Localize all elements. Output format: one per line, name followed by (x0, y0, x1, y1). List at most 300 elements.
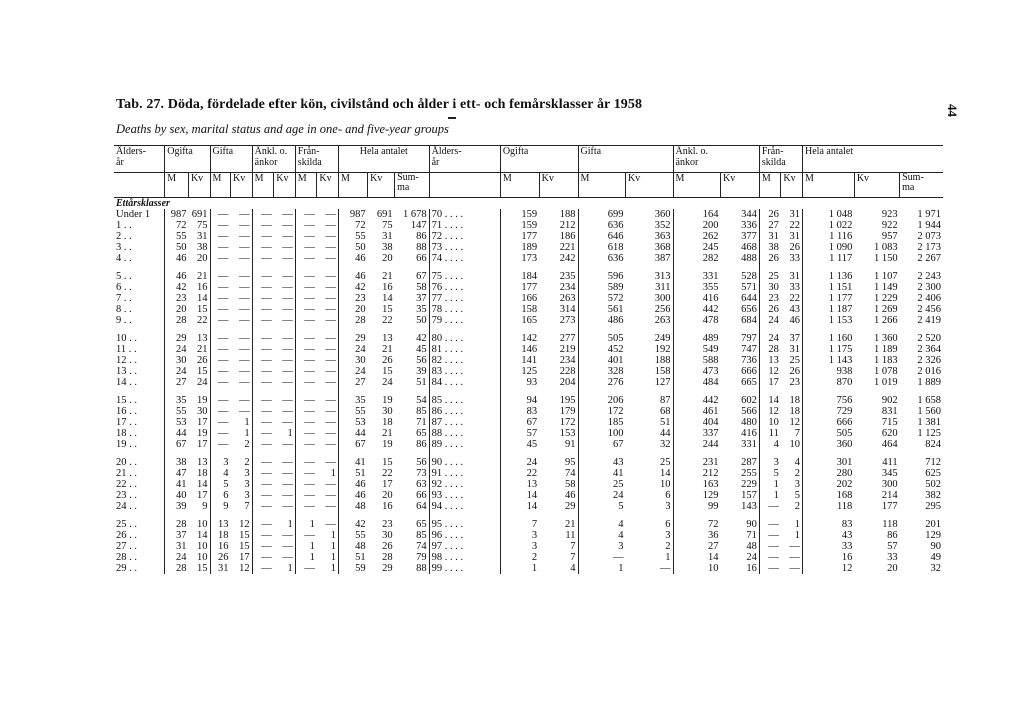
age-cell: 11 . . (116, 344, 137, 355)
value-cell: 26 (197, 355, 208, 366)
sub-kv: Kv (539, 173, 578, 198)
value-cell: 263 (559, 293, 576, 304)
value-cell: 14 (660, 468, 671, 479)
value-cell: — (295, 293, 317, 304)
value-cell: 987 (165, 209, 189, 220)
sub-m: M (338, 173, 367, 198)
value-cell: 22 (789, 220, 801, 231)
value-cell: 1 944 (917, 220, 941, 231)
value-cell: — (210, 242, 231, 253)
age-cell: 98 . . . . (429, 552, 500, 563)
value-cell: 2 (244, 439, 250, 450)
value-cell: 3 (500, 541, 539, 552)
age-cell: 24 . . (116, 501, 137, 512)
value-cell: 27 (673, 541, 720, 552)
value-cell: 17 (197, 439, 208, 450)
age-cell: 99 . . . . (429, 563, 500, 574)
value-cell: 10 (660, 479, 671, 490)
value-cell: — (325, 293, 336, 304)
value-cell: 141 (500, 355, 539, 366)
value-cell: 37 (789, 333, 801, 344)
value-cell: — (239, 231, 250, 242)
value-cell: — (295, 344, 317, 355)
value-cell: 3 (244, 490, 250, 501)
value-cell: 1 048 (803, 209, 855, 220)
age-cell: 89 . . . . (429, 439, 500, 450)
value-cell: 14 (197, 479, 208, 490)
value-cell: — (210, 209, 231, 220)
value-cell: 66 (416, 253, 427, 264)
value-cell: 712 (925, 457, 941, 468)
value-cell: 157 (741, 490, 757, 501)
value-cell: 24 (338, 366, 367, 377)
value-cell: — (210, 282, 231, 293)
age-cell: 25 . . (116, 519, 137, 530)
value-cell: 95 (565, 457, 576, 468)
value-cell: — (252, 253, 274, 264)
value-cell: — (325, 231, 336, 242)
value-cell: — (210, 417, 231, 428)
value-cell: 5 (759, 468, 781, 479)
value-cell: 33 (803, 541, 855, 552)
value-cell: 20 (382, 253, 393, 264)
value-cell: 125 (500, 366, 539, 377)
value-cell: — (252, 344, 274, 355)
value-cell: 118 (803, 501, 855, 512)
value-cell: 1 019 (874, 377, 898, 388)
value-cell: — (239, 253, 250, 264)
table-row (114, 315, 943, 326)
value-cell: 14 (500, 501, 539, 512)
age-cell: 9 . . (116, 315, 132, 326)
age-cell: 3 . . (116, 242, 132, 253)
value-cell: 43 (578, 450, 625, 468)
value-cell: — (295, 377, 317, 388)
value-cell: 43 (803, 530, 855, 541)
value-cell: — (210, 366, 231, 377)
value-cell: 7 (794, 428, 801, 439)
value-cell: 168 (803, 490, 855, 501)
table-subtitle: Deaths by sex, marital status and age in one- and five-year groups (116, 122, 449, 136)
value-cell: 2 406 (917, 293, 941, 304)
value-cell: 2 300 (917, 282, 941, 293)
value-cell: 22 (197, 315, 208, 326)
table-row (114, 388, 943, 406)
value-cell: — (282, 501, 293, 512)
value-cell: — (252, 541, 274, 552)
value-cell: 30 (165, 355, 189, 366)
value-cell: — (252, 490, 274, 501)
value-cell: 25 (660, 457, 671, 468)
age-cell: 6 . . (116, 282, 132, 293)
value-cell: — (325, 242, 336, 253)
value-cell: 1 125 (917, 428, 941, 439)
value-cell: 46 (338, 490, 367, 501)
age-cell: 92 . . . . (429, 479, 500, 490)
value-cell: 5 (578, 501, 625, 512)
value-cell: — (252, 366, 274, 377)
value-cell: 51 (338, 468, 367, 479)
value-cell: 88 (416, 563, 427, 574)
value-cell: 15 (197, 366, 208, 377)
age-cell: 84 . . . . (429, 377, 500, 388)
value-cell: 42 (338, 512, 367, 530)
value-cell: 461 (673, 406, 720, 417)
value-cell: 219 (559, 344, 576, 355)
header-ogifta-right: Ogifta (500, 146, 578, 173)
value-cell: 2 173 (917, 242, 941, 253)
value-cell: 345 (881, 468, 898, 479)
value-cell: — (252, 293, 274, 304)
value-cell: — (295, 406, 317, 417)
value-cell: — (210, 253, 231, 264)
header-fran-right: Från- skilda (759, 146, 802, 173)
value-cell: — (759, 552, 781, 563)
value-cell: 337 (673, 428, 720, 439)
value-cell: 665 (741, 377, 757, 388)
value-cell: 244 (673, 439, 720, 450)
value-cell: 90 (746, 519, 757, 530)
value-cell: 28 (165, 563, 189, 574)
value-cell: — (325, 366, 336, 377)
value-cell: 1 (295, 512, 317, 530)
value-cell: 797 (741, 333, 757, 344)
value-cell: 33 (789, 253, 801, 264)
age-cell: 81 . . . . (429, 344, 500, 355)
value-cell: — (210, 439, 231, 450)
value-cell: — (252, 315, 274, 326)
value-cell: 10 (673, 563, 720, 574)
age-cell: 21 . . (116, 468, 137, 479)
value-cell: 43 (789, 304, 801, 315)
value-cell: 14 (197, 293, 208, 304)
table-row (114, 406, 943, 417)
value-cell: 1 360 (874, 333, 898, 344)
value-cell: 41 (165, 479, 189, 490)
value-cell: 1 (794, 519, 801, 530)
age-cell: 14 . . (116, 377, 137, 388)
table-row (114, 366, 943, 377)
value-cell: 20 (887, 563, 898, 574)
table-row (114, 209, 943, 220)
value-cell: 39 (416, 366, 427, 377)
value-cell: 484 (673, 377, 720, 388)
value-cell: — (325, 220, 336, 231)
value-cell: 620 (881, 428, 898, 439)
value-cell: 1 022 (803, 220, 855, 231)
value-cell: 644 (741, 293, 757, 304)
value-cell: 561 (578, 304, 625, 315)
value-cell: 27 (759, 220, 781, 231)
age-cell: 74 . . . . (429, 253, 500, 264)
value-cell: 42 (338, 282, 367, 293)
value-cell: 23 (382, 519, 393, 530)
value-cell: 67 (338, 439, 367, 450)
value-cell: — (295, 366, 317, 377)
value-cell: — (239, 293, 250, 304)
value-cell: 86 (887, 530, 898, 541)
value-cell: — (252, 468, 274, 479)
value-cell: 280 (803, 468, 855, 479)
value-cell: 25 (759, 264, 781, 282)
value-cell: 19 (382, 439, 393, 450)
value-cell: 188 (654, 355, 671, 366)
sub-m: M (210, 173, 231, 198)
value-cell: 656 (741, 304, 757, 315)
value-cell: 86 (416, 231, 427, 242)
value-cell: 55 (338, 231, 367, 242)
value-cell: 295 (925, 501, 941, 512)
value-cell: 16 (746, 563, 757, 574)
value-cell: — (252, 479, 274, 490)
value-cell: 88 (416, 242, 427, 253)
value-cell: 37 (416, 293, 427, 304)
value-cell: — (252, 563, 274, 574)
value-cell: — (295, 326, 317, 344)
value-cell: — (325, 355, 336, 366)
value-cell: 26 (759, 209, 781, 220)
value-cell: 1 971 (917, 209, 941, 220)
table-row (114, 468, 943, 479)
age-cell: 93 . . . . (429, 490, 500, 501)
value-cell: — (325, 304, 336, 315)
value-cell: 48 (338, 541, 367, 552)
value-cell: 45 (416, 344, 427, 355)
value-cell: 262 (673, 231, 720, 242)
age-cell: 77 . . . . (429, 293, 500, 304)
header-age-right: Ålders- år (429, 146, 500, 173)
value-cell: 618 (578, 242, 625, 253)
value-cell: 2 (244, 457, 250, 468)
value-cell: 31 (789, 209, 801, 220)
value-cell: — (282, 209, 293, 220)
sub-m: M (759, 173, 781, 198)
value-cell: — (210, 377, 231, 388)
value-cell: — (282, 304, 293, 315)
value-cell: 24 (746, 552, 757, 563)
value-cell: — (295, 530, 317, 541)
value-cell: 38 (165, 450, 189, 468)
value-cell: 16 (803, 552, 855, 563)
value-cell: — (282, 293, 293, 304)
value-cell: 636 (578, 220, 625, 231)
value-cell: 221 (559, 242, 576, 253)
value-cell: — (789, 552, 801, 563)
value-cell: 28 (759, 344, 781, 355)
value-cell: 192 (654, 344, 671, 355)
value-cell: — (295, 388, 317, 406)
value-cell: 1 177 (803, 293, 855, 304)
value-cell: 473 (673, 366, 720, 377)
value-cell: — (325, 490, 336, 501)
table-row (114, 439, 943, 450)
value-cell: — (282, 530, 293, 541)
value-cell: — (252, 530, 274, 541)
value-cell: — (282, 344, 293, 355)
value-cell: 2 326 (917, 355, 941, 366)
value-cell: 3 (244, 468, 250, 479)
value-cell: 10 (197, 541, 208, 552)
value-cell: 42 (165, 282, 189, 293)
value-cell: — (325, 501, 336, 512)
value-cell: — (325, 282, 336, 293)
value-cell: 1 (244, 417, 250, 428)
value-cell: 277 (559, 333, 576, 344)
value-cell: — (239, 395, 250, 406)
value-cell: 55 (338, 530, 367, 541)
value-cell: 99 (673, 501, 720, 512)
value-cell: 21 (382, 428, 393, 439)
value-cell: 33 (789, 282, 801, 293)
sub-kv: Kv (188, 173, 210, 198)
value-cell: — (252, 282, 274, 293)
value-cell: 26 (210, 552, 231, 563)
value-cell: 301 (803, 450, 855, 468)
value-cell: 13 (197, 457, 208, 468)
ink-mark (448, 117, 456, 119)
value-cell: 188 (559, 209, 576, 220)
value-cell: — (252, 264, 274, 282)
value-cell: 602 (741, 395, 757, 406)
value-cell: 20 (197, 253, 208, 264)
value-cell: 987 (338, 209, 367, 220)
age-cell: 95 . . . . (429, 512, 500, 530)
value-cell: 3 (665, 501, 671, 512)
age-cell: 79 . . . . (429, 315, 500, 326)
value-cell: 14 (382, 293, 393, 304)
value-cell: 57 (500, 428, 539, 439)
age-cell: 18 . . (116, 428, 137, 439)
value-cell: 14 (197, 530, 208, 541)
value-cell: — (282, 333, 293, 344)
subheader-blank (114, 173, 165, 198)
value-cell: 313 (654, 271, 671, 282)
value-cell: 12 (759, 406, 781, 417)
value-cell: 273 (559, 315, 576, 326)
value-cell: 38 (759, 242, 781, 253)
value-cell: 26 (759, 253, 781, 264)
value-cell: 44 (338, 428, 367, 439)
subheader-blank (429, 173, 500, 198)
value-cell: — (325, 457, 336, 468)
value-cell: 355 (673, 282, 720, 293)
value-cell: — (210, 220, 231, 231)
value-cell: — (282, 355, 293, 366)
value-cell: 2 243 (917, 271, 941, 282)
sub-kv: Kv (274, 173, 296, 198)
value-cell: 54 (416, 395, 427, 406)
value-cell: 45 (500, 439, 539, 450)
value-cell: — (210, 344, 231, 355)
value-cell: — (295, 417, 317, 428)
value-cell: 23 (759, 293, 781, 304)
value-cell: 235 (559, 271, 576, 282)
value-cell: — (789, 541, 801, 552)
value-cell: 276 (578, 377, 625, 388)
value-cell: 19 (197, 428, 208, 439)
value-cell: 12 (803, 563, 855, 574)
value-cell: 75 (197, 220, 208, 231)
value-cell: 1 (794, 530, 801, 541)
table-row (114, 377, 943, 388)
value-cell: — (239, 344, 250, 355)
value-cell: 715 (881, 417, 898, 428)
value-cell: 29 (165, 326, 189, 344)
value-cell: 502 (925, 479, 941, 490)
value-cell: 51 (416, 377, 427, 388)
value-cell: — (325, 428, 336, 439)
value-cell: 57 (887, 541, 898, 552)
value-cell: 1 (330, 530, 336, 541)
value-cell: 21 (382, 344, 393, 355)
value-cell: — (282, 271, 293, 282)
value-cell: 245 (673, 242, 720, 253)
value-cell: — (252, 304, 274, 315)
value-cell: 1 266 (874, 315, 898, 326)
value-cell: 26 (382, 541, 393, 552)
age-cell: 20 . . (116, 457, 137, 468)
value-cell: 41 (578, 468, 625, 479)
value-cell: 756 (803, 388, 855, 406)
value-cell: 46 (338, 479, 367, 490)
value-cell: 177 (881, 501, 898, 512)
value-cell: 153 (559, 428, 576, 439)
value-cell: 85 (416, 406, 427, 417)
value-cell: 24 (382, 377, 393, 388)
value-cell: — (252, 512, 274, 530)
value-cell: — (252, 450, 274, 468)
value-cell: — (252, 231, 274, 242)
value-cell: 58 (416, 282, 427, 293)
value-cell: 1 (244, 428, 250, 439)
value-cell: 2 520 (917, 333, 941, 344)
age-cell: 91 . . . . (429, 468, 500, 479)
value-cell: 72 (673, 512, 720, 530)
value-cell: 12 (789, 417, 801, 428)
value-cell: — (578, 552, 625, 563)
value-cell: 2 456 (917, 304, 941, 315)
value-cell: 30 (197, 406, 208, 417)
value-cell: 1 149 (874, 282, 898, 293)
value-cell: — (282, 220, 293, 231)
value-cell: 1 117 (803, 253, 855, 264)
value-cell: 74 (416, 541, 427, 552)
value-cell: 20 (382, 490, 393, 501)
value-cell: 30 (382, 530, 393, 541)
subheader-row (114, 173, 943, 198)
table-row (114, 253, 943, 264)
value-cell: — (325, 315, 336, 326)
value-cell: 189 (500, 242, 539, 253)
value-cell: 20 (338, 304, 367, 315)
value-cell: — (282, 439, 293, 450)
value-cell: — (210, 388, 231, 406)
table-title: Tab. 27. Döda, fördelade efter kön, civilstånd och ålder i ett- och femårsklasser år 1958 (116, 97, 643, 112)
sub-summa: Sum- ma (900, 173, 943, 198)
value-cell: 35 (416, 304, 427, 315)
value-cell: 1 229 (874, 293, 898, 304)
value-cell: 505 (803, 428, 855, 439)
age-cell: 4 . . (116, 253, 132, 264)
value-cell: 24 (338, 344, 367, 355)
value-cell: 50 (165, 242, 189, 253)
value-cell: 18 (382, 417, 393, 428)
value-cell: 72 (338, 220, 367, 231)
value-cell: 26 (789, 242, 801, 253)
value-cell: 2 (665, 541, 671, 552)
value-cell: — (295, 304, 317, 315)
age-cell: 80 . . . . (429, 326, 500, 344)
